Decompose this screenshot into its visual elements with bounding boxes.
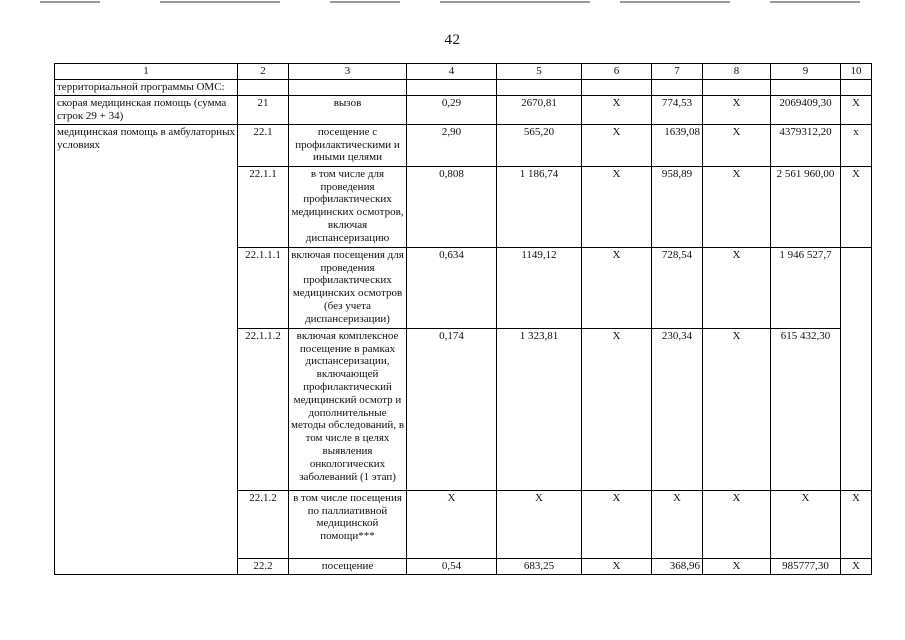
- cell-value: х: [841, 124, 872, 166]
- row-code: 22.2: [238, 558, 289, 574]
- cell-value: 1 946 527,7: [771, 247, 841, 328]
- row-code: 22.1.1.1: [238, 247, 289, 328]
- row-unit: вызов: [289, 95, 407, 124]
- column-number: 4: [407, 64, 497, 80]
- row-unit: посещение: [289, 558, 407, 574]
- scan-edge-marks: [0, 0, 905, 4]
- cell-value: Х: [652, 490, 703, 558]
- cell-value: Х: [703, 558, 771, 574]
- cell-value: Х: [497, 490, 582, 558]
- cell-value: 1 186,74: [497, 166, 582, 247]
- cell-value: 0,174: [407, 328, 497, 490]
- row-unit: в том числе для проведения профилактических медицинских осмотров, включая диспансеризацию: [289, 166, 407, 247]
- cell-value: 1 323,81: [497, 328, 582, 490]
- column-number: 10: [841, 64, 872, 80]
- row-unit: посещение с профилактическими и иными целями: [289, 124, 407, 166]
- cell-value: Х: [582, 490, 652, 558]
- table-row-emergency-care: [55, 95, 872, 124]
- cell-value: Х: [841, 95, 872, 124]
- column-number: 5: [497, 64, 582, 80]
- column-number-row: [55, 64, 872, 80]
- cell-value: Х: [582, 328, 652, 490]
- cell-value: Х: [771, 490, 841, 558]
- row-code: 22.1.2: [238, 490, 289, 558]
- column-number: 9: [771, 64, 841, 80]
- cell-value: 368,96: [652, 558, 703, 574]
- cell-value: 0,54: [407, 558, 497, 574]
- row-unit: в том числе посещения по паллиативной медицинской помощи***: [289, 490, 407, 558]
- cell-value: Х: [582, 124, 652, 166]
- cell-value: Х: [582, 247, 652, 328]
- cell-value: Х: [703, 490, 771, 558]
- table-row: [55, 124, 872, 166]
- cell-value: Х: [582, 95, 652, 124]
- cell-value: 1149,12: [497, 247, 582, 328]
- page-number: 42: [444, 32, 461, 48]
- cell-value: 0,634: [407, 247, 497, 328]
- cell-value: Х: [582, 166, 652, 247]
- cell-value: Х: [703, 166, 771, 247]
- cell-value: 0,808: [407, 166, 497, 247]
- cell-value: Х: [582, 558, 652, 574]
- column-number: 7: [652, 64, 703, 80]
- cell-value: Х: [841, 166, 872, 247]
- row-code: 21: [238, 95, 289, 124]
- cell-value: 1639,08: [652, 124, 703, 166]
- cell-value: 2,90: [407, 124, 497, 166]
- cell-value: 4379312,20: [771, 124, 841, 166]
- cell-value: [841, 247, 872, 490]
- cell-value: 774,53: [652, 95, 703, 124]
- row-code: 22.1: [238, 124, 289, 166]
- cell-value: Х: [407, 490, 497, 558]
- cell-value: 615 432,30: [771, 328, 841, 490]
- column-number: 2: [238, 64, 289, 80]
- cell-value: 683,25: [497, 558, 582, 574]
- cell-value: Х: [841, 558, 872, 574]
- cell-value: 985777,30: [771, 558, 841, 574]
- row-code: 22.1.1.2: [238, 328, 289, 490]
- column-number: 8: [703, 64, 771, 80]
- row-unit: включая посещения для проведения профилактических медицинских осмотров (без учета диспансеризации): [289, 247, 407, 328]
- row-unit: включая комплексное посещение в рамках диспансеризации, включающей профилактический медицинский осмотр и дополнительные методы обследований, в том числе в целях выявления онкологических заболеваний (1 этап): [289, 328, 407, 490]
- cell-value: 0,29: [407, 95, 497, 124]
- column-number: 6: [582, 64, 652, 80]
- services-table: [54, 63, 872, 575]
- column-number: 3: [289, 64, 407, 80]
- cell-value: Х: [841, 490, 872, 558]
- cell-value: Х: [703, 247, 771, 328]
- row-label: территориальной программы ОМС:: [55, 80, 238, 96]
- cell-value: 230,34: [652, 328, 703, 490]
- row-label: медицинская помощь в амбулаторных условиях: [55, 124, 238, 574]
- cell-value: 2069409,30: [771, 95, 841, 124]
- table-row-territorial-program: [55, 80, 872, 96]
- cell-value: 728,54: [652, 247, 703, 328]
- cell-value: 565,20: [497, 124, 582, 166]
- row-label: скорая медицинская помощь (сумма строк 29 + 34): [55, 95, 238, 124]
- cell-value: 2670,81: [497, 95, 582, 124]
- cell-value: 958,89: [652, 166, 703, 247]
- cell-value: Х: [703, 328, 771, 490]
- cell-value: 2 561 960,00: [771, 166, 841, 247]
- row-code: 22.1.1: [238, 166, 289, 247]
- cell-value: Х: [703, 124, 771, 166]
- column-number: 1: [55, 64, 238, 80]
- cell-value: Х: [703, 95, 771, 124]
